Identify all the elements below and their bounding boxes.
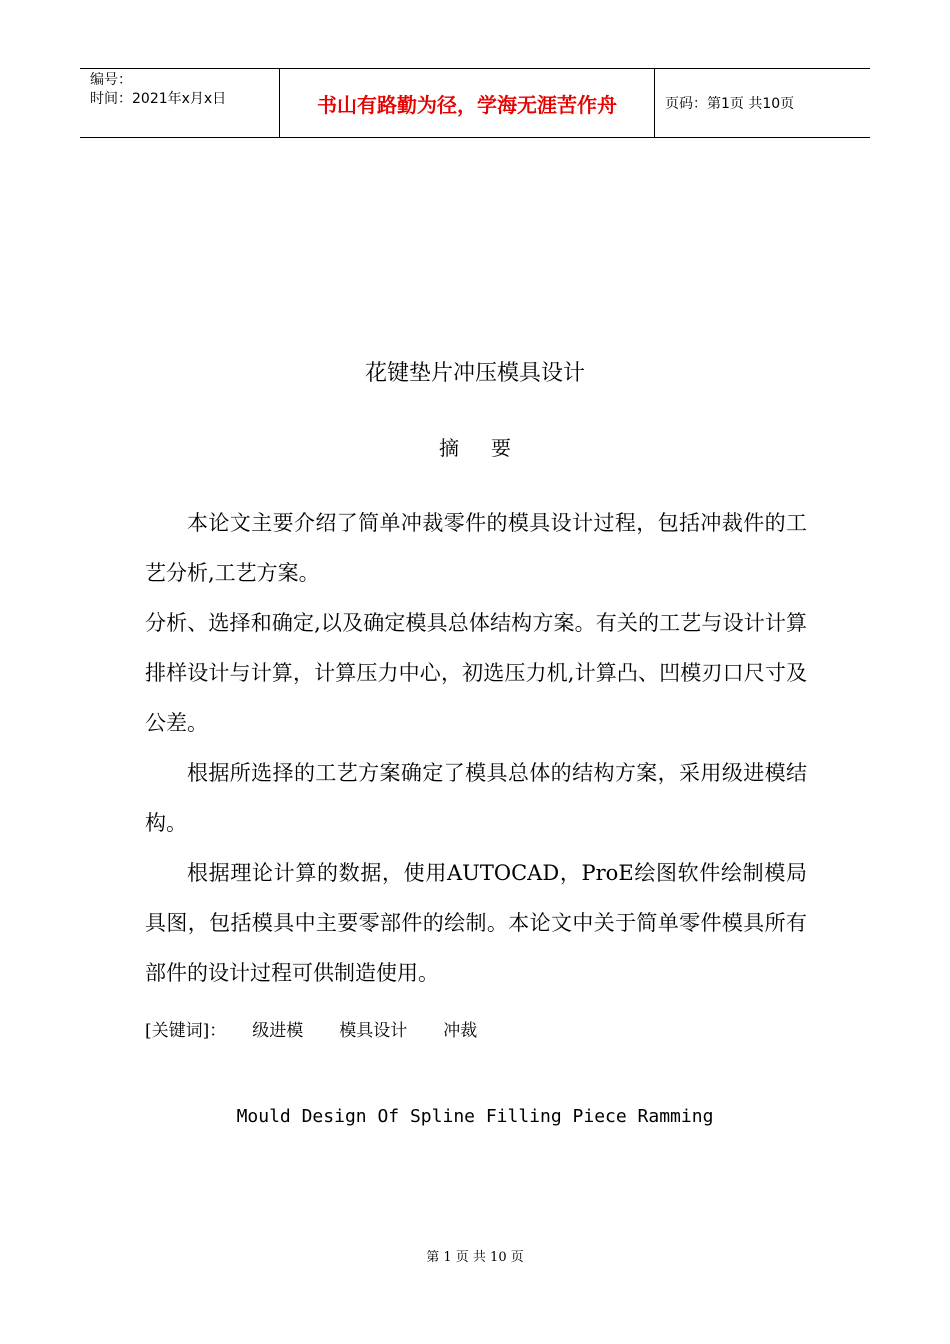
keyword-item: 模具设计	[339, 1021, 408, 1041]
header-page-code: 页码：第1页 共10页	[665, 96, 795, 112]
paragraph-4: 根据理论计算的数据，使用AUTOCAD，ProE绘图软件绘制模局具图，包括模具中主要零部件的绘制。本论文中关于简单零件模具所有部件的设计过程可供制造使用。	[145, 861, 807, 985]
english-title: Mould Design Of Spline Filling Piece Ramming	[236, 1106, 714, 1127]
page-header	[80, 68, 870, 138]
keyword-item: 级进模	[252, 1021, 304, 1041]
abstract-body	[145, 498, 807, 998]
keyword-item: 冲裁	[443, 1021, 478, 1041]
paragraph-2: 分析、选择和确定,以及确定模具总体结构方案。有关的工艺与设计计算排样设计与计算，计算压力中心，初选压力机,计算凸、凹模刃口尺寸及公差。	[145, 611, 807, 735]
document-title: 花键垫片冲压模具设计	[364, 361, 585, 386]
page-footer: 第 1 页 共 10 页	[426, 1250, 524, 1265]
paragraph-3: 根据所选择的工艺方案确定了模具总体的结构方案，采用级进模结构。	[145, 761, 807, 835]
date-label: 时间：2021年x月x日	[90, 91, 227, 107]
header-motto: 书山有路勤为径，学海无涯苦作舟	[280, 69, 655, 137]
number-label: 编号：	[90, 72, 132, 88]
abstract-heading: 摘要	[439, 436, 543, 460]
keywords-line	[145, 1016, 477, 1041]
header-meta	[80, 69, 280, 137]
keywords-label: [关键词]：	[145, 1021, 227, 1041]
paragraph-1: 本论文主要介绍了简单冲裁零件的模具设计过程，包括冲裁件的工艺分析,工艺方案。	[145, 511, 807, 585]
